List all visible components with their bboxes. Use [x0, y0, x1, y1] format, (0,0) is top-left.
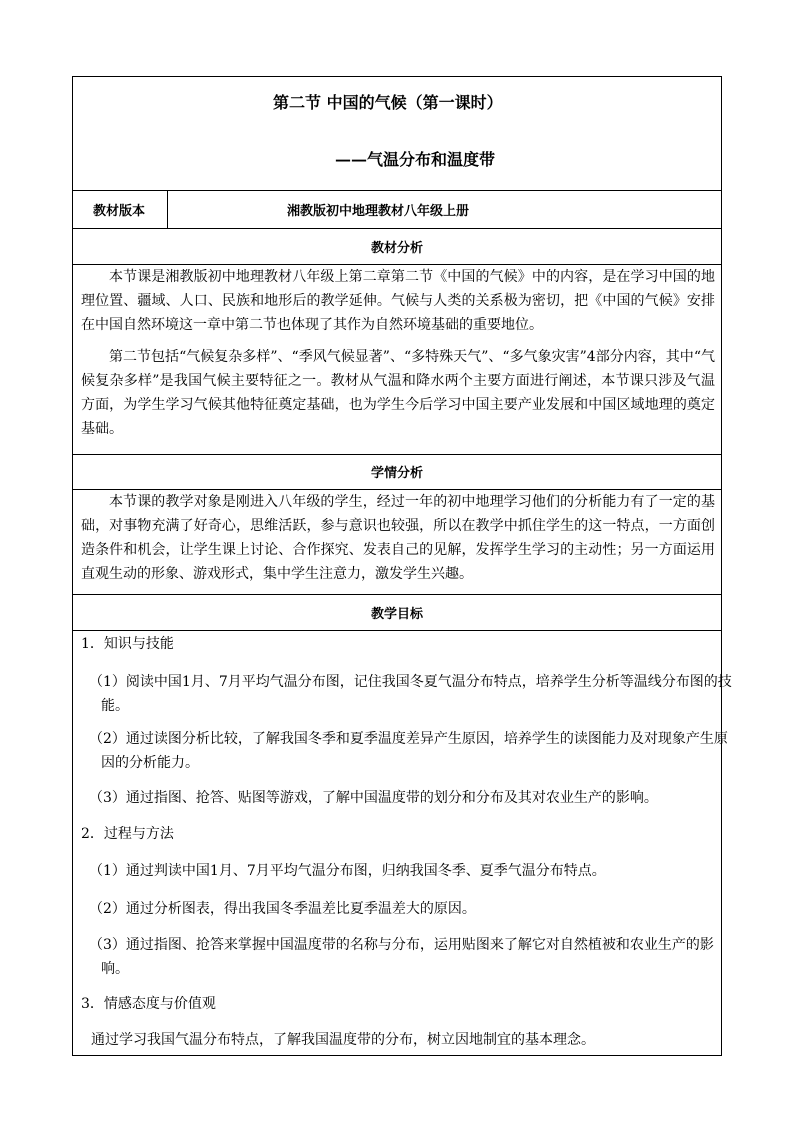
- section-heading-learner-analysis: 学情分析: [371, 466, 424, 481]
- objective-section-title: 1．知识与技能: [81, 636, 174, 652]
- row-divider: [73, 594, 721, 595]
- objective-item: （2）通过分析图表，得出我国冬季温差比夏季温差大的原因。: [89, 901, 476, 917]
- objective-item: （3）通过指图、抢答来掌握中国温度带的名称与分布，运用贴图来了解它对自然植被和农业生产的影响。: [89, 937, 714, 977]
- page-title: 第二节 中国的气候（第一课时）: [273, 93, 503, 112]
- objective-item: （1）通过判读中国1月、7月平均气温分布图，归纳我国冬季、夏季气温分布特点。: [89, 863, 606, 879]
- objective-item: （2）通过读图分析比较，了解我国冬季和夏季温度差异产生原因，培养学生的读图能力及对现象产生原因的分析能力。: [89, 731, 728, 771]
- learner-analysis-paragraph: 本节课的教学对象是刚进入八年级的学生，经过一年的初中地理学习他们的分析能力有了一定的基础，对事物充满了好奇心，思维活跃，参与意识也较强，所以在教学中抓住学生的这一特点，一方面创造条件和机会，让学生课上讨论、合作探究、发表自己的见解，发挥学生学习的主动性；另一方面运用直观生动的形象、游戏形式，集中学生注意力，激发学生兴趣。: [81, 494, 715, 582]
- section-heading-objectives: 教学目标: [371, 607, 424, 622]
- row-divider: [73, 454, 721, 455]
- edition-label: 教材版本: [93, 204, 146, 219]
- objective-item: （1）阅读中国1月、7月平均气温分布图，记住我国冬夏气温分布特点，培养学生分析等温线分布图的技能。: [89, 674, 732, 714]
- lesson-plan-table: [72, 76, 732, 1056]
- row-divider: [73, 190, 721, 191]
- row-divider: [73, 228, 721, 229]
- column-divider: [167, 190, 168, 228]
- objective-item: 通过学习我国气温分布特点，了解我国温度带的分布，树立因地制宜的基本理念。: [91, 1032, 595, 1048]
- edition-value: 湘教版初中地理教材八年级上册: [287, 204, 470, 219]
- textbook-analysis-paragraph: 本节课是湘教版初中地理教材八年级上第二章第二节《中国的气候》中的内容，是在学习中国的地理位置、疆域、人口、民族和地形后的教学延伸。气候与人类的关系极为密切，把《中国的气候》安排在中国自然环境这一章中第二节也体现了其作为自然环境基础的重要地位。: [81, 269, 715, 333]
- row-divider: [73, 630, 721, 631]
- textbook-analysis-paragraph: 第二节包括“气候复杂多样”、“季风气候显著”、“多特殊天气”、“多气象灾害”4部分内容，其中“气候复杂多样”是我国气候主要特征之一。教材从气温和降水两个主要方面进行阐述，本节课只涉及气温方面，为学生学习气候其他特征奠定基础，也为学生今后学习中国主要产业发展和中国区域地理的奠定基础。: [81, 349, 715, 437]
- section-heading-textbook-analysis: 教材分析: [371, 241, 424, 256]
- objective-section-title: 3．情感态度与价值观: [81, 996, 216, 1012]
- objective-item: （3）通过指图、抢答、贴图等游戏，了解中国温度带的划分和分布及其对农业生产的影响。: [89, 790, 658, 806]
- objective-section-title: 2．过程与方法: [81, 826, 174, 842]
- page-subtitle: ——气温分布和温度带: [335, 150, 496, 169]
